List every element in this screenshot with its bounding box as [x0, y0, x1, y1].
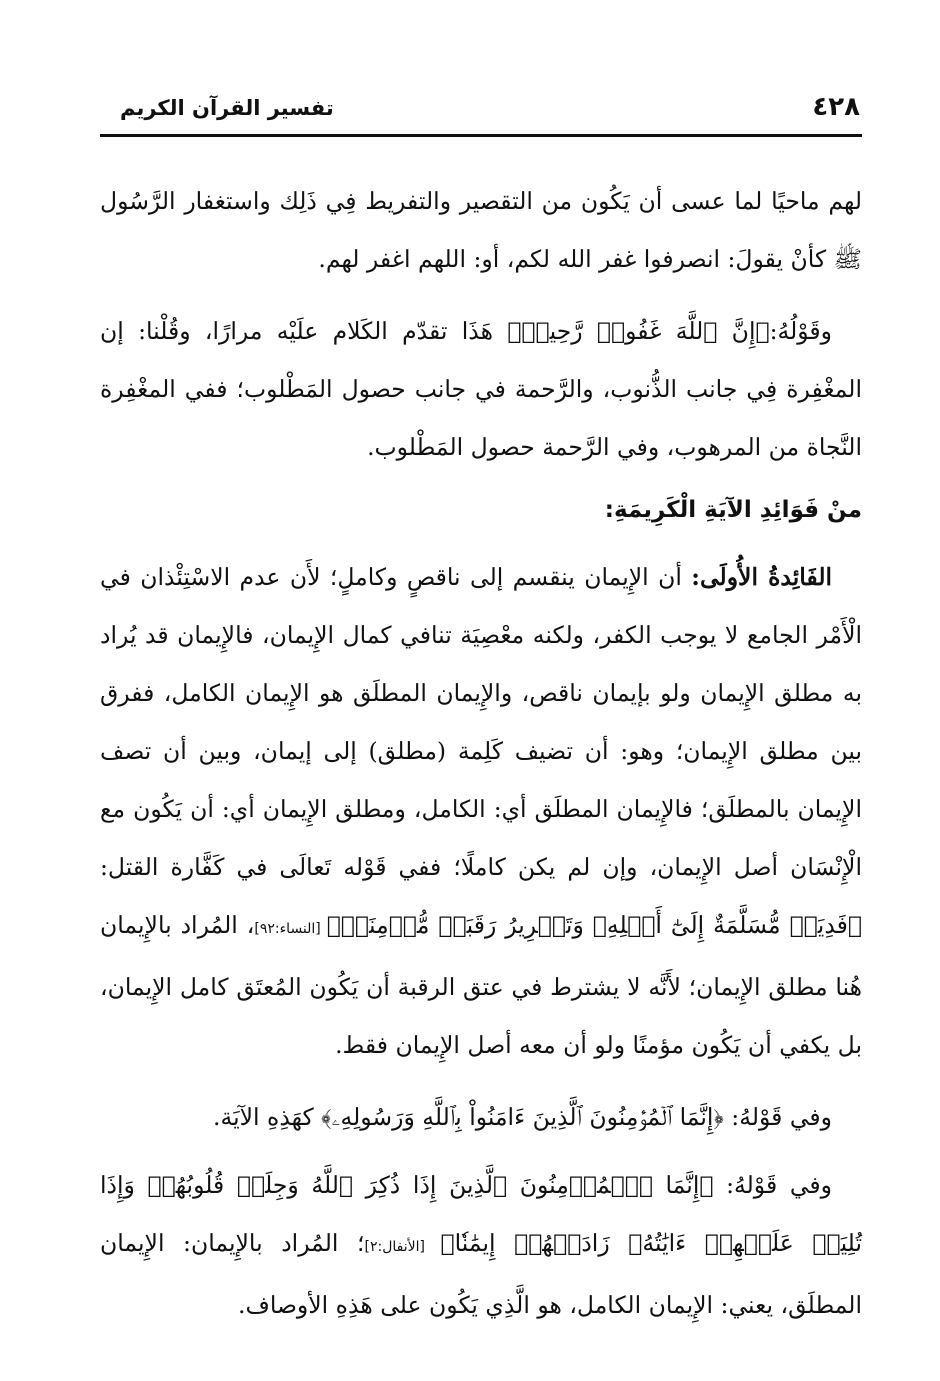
commentary-paragraph — [100, 302, 862, 476]
section-heading-wrap — [100, 488, 862, 548]
benefit-label: الفَائِدةُ الأُولَى: — [691, 563, 833, 591]
benefit-text-continued: ، المُراد بالإِيمان هُنا مطلق الإِيمان؛ لأَنَّه لا يشترط في عتق الرقبة أن يَكُون المُعتَق كامل الإِيمان، بل يكفي أن يَكُون مؤمنًا ولو أن معه أصل الإِيمان فقط. — [100, 911, 862, 1059]
verse-paragraph — [100, 1088, 862, 1146]
intro-paragraph: لهم ماحيًا لما عسى أن يَكُون من التقصير والتفريط فِي ذَلِك واستغفار الرَّسُول ﷺ كأنْ يقولَ: انصرفوا غفر الله لكم، أو: اللهم اغفر لهم. — [100, 187, 862, 273]
paragraph-lead: وفي قَوْلهُ: — [731, 1103, 832, 1131]
benefit-paragraph — [100, 548, 862, 1074]
quran-verse: ﴿إِنَّمَا ٱلۡمُؤۡمِنُونَ ٱلَّذِينَ إِذَا ذُكِرَ ٱللَّهُ وَجِلَتۡ قُلُوبُهُمۡ وَإِذَا تُلِيَتۡ عَلَيۡهِمۡ ءَايَٰتُهُۥ زَادَتۡهُمۡ إِيمَٰنٗا﴾ — [100, 1171, 862, 1257]
page-body — [100, 172, 862, 1334]
verse-reference: [الأنفال:٢] — [364, 1239, 441, 1255]
paragraph-text: كهَذِهِ الآيَة. — [213, 1103, 322, 1131]
paragraph-lead: وفي قَوْلهُ: — [726, 1171, 832, 1199]
quran-verse: ﴿فَدِيَةٞ مُّسَلَّمَةٌ إِلَىٰٓ أَهۡلِهِۦ وَتَحۡرِيرُ رَقَبَةٖ مُّؤۡمِنَةٖ﴾ — [326, 911, 862, 939]
verse-reference: [النساء:٩٢] — [254, 921, 327, 937]
running-title: تفسير القرآن الكريم — [120, 96, 334, 120]
page-header — [100, 92, 860, 132]
quran-verse: ﴿إِنَّمَا ٱلۡمُؤۡمِنُونَ ٱلَّذِينَ ءَامَنُواْ بِٱللَّهِ وَرَسُولِهِۦ﴾ — [321, 1103, 732, 1131]
page-number: ٤٢٨ — [812, 92, 860, 122]
paragraph-text: ؛ المُراد بالإِيمان: الإِيمان المطلَق، يعني: الإِيمان الكامل، هو الَّذِي يَكُون على هَذِهِ الأوصاف. — [100, 1229, 862, 1319]
verse-paragraph — [100, 1156, 862, 1334]
quran-verse: ﴿إِنَّ ٱللَّهَ غَفُورٞ رَّحِيمٞ﴾ — [507, 317, 770, 345]
header-rule — [100, 134, 862, 137]
paragraph-lead: وقَوْلُهُ: — [769, 317, 832, 345]
section-heading: منْ فَوَائِدِ الآيَةِ الْكَرِيمَةِ: — [604, 497, 862, 523]
paragraph-text: هَذَا تقدّم الكَلام علَيْه مرارًا، وقُلْنا: إن المغْفِرة فِي جانب الذُّنوب، والرَّحمة في جانب حصول المَطْلوب؛ ففي المغْفِرة النَّجاة من المرهوب، وفي الرَّحمة حصول المَطْلوب. — [100, 317, 862, 461]
benefit-text: أن الإِيمان ينقسم إلى ناقصٍ وكاملٍ؛ لأَن عدم الاسْتِئْذان في الْأَمْر الجامع لا يوجب الكفر، ولكنه معْصِيَة تنافي كمال الإِيمان، فالإِيمان قد يُراد به مطلق الإِيمان ولو بإيمان ناقص، والإِيمان المطلَق هو الإِيمان الكامل، ففرق بين مطلق الإِيمان؛ وهو: أن تضيف كَلِمة (مطلق) إلى إيمان، وبين أن تصف الإِيمان بالمطلَق؛ فالإِيمان المطلَق أي: الكامل، ومطلق الإِيمان أي: أن يَكُون مع الْإِنْسَان أصل الإِيمان، وإن لم يكن كاملًا؛ ففي قَوْله تَعالَى في كَفَّارة القتل: — [100, 563, 862, 881]
